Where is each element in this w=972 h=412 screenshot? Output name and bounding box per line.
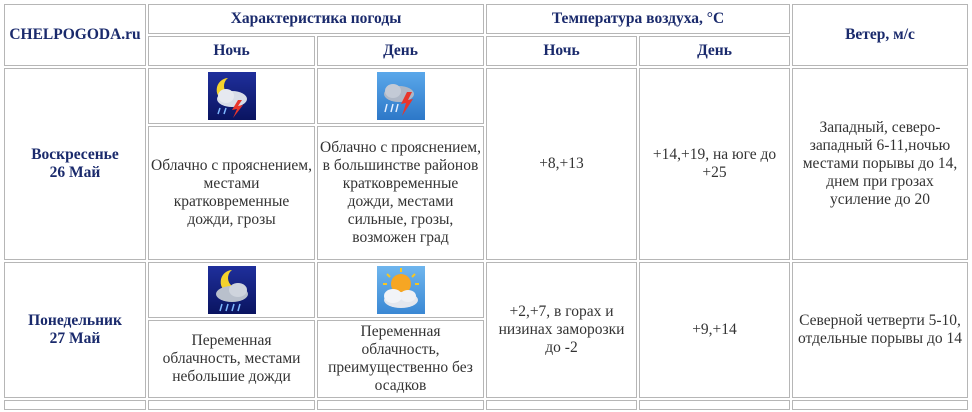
temp-day-value: +9,+14 bbox=[639, 262, 790, 398]
night-description: Переменная облачность, местами небольшие дожди bbox=[148, 320, 315, 398]
weekday: Понедельник bbox=[28, 312, 122, 329]
wind-header: Ветер, м/с bbox=[792, 4, 968, 66]
forecast-table bbox=[2, 2, 970, 412]
next-row-cell bbox=[148, 400, 315, 410]
temp-day-header: День bbox=[639, 36, 790, 66]
day-description: Переменная облачность, преимущественно без осадков bbox=[317, 320, 484, 398]
next-row-cell bbox=[4, 400, 146, 410]
day-label bbox=[4, 68, 146, 260]
night-description: Облачно с прояснением, местами кратковременные дожди, грозы bbox=[148, 126, 315, 260]
wind-value: Западный, северо-западный 6-11,ночью местами порывы до 14, днем при грозах усиление до 20 bbox=[792, 68, 968, 260]
site-title: CHELPOGODA.ru bbox=[4, 4, 146, 66]
next-row-cell bbox=[317, 400, 484, 410]
day-icon-cell bbox=[317, 262, 484, 318]
day-label bbox=[4, 262, 146, 398]
day-header: День bbox=[317, 36, 484, 66]
next-row-cell bbox=[639, 400, 790, 410]
temp-night-value: +2,+7, в горах и низинах заморозки до -2 bbox=[486, 262, 637, 398]
night-cloud-rain-icon bbox=[208, 266, 256, 314]
characteristics-header: Характеристика погоды bbox=[148, 4, 484, 34]
temperature-header: Температура воздуха, °C bbox=[486, 4, 790, 34]
night-header: Ночь bbox=[148, 36, 315, 66]
temp-night-header: Ночь bbox=[486, 36, 637, 66]
next-row-cell bbox=[486, 400, 637, 410]
temp-day-value: +14,+19, на юге до +25 bbox=[639, 68, 790, 260]
night-thunderstorm-icon bbox=[208, 72, 256, 120]
weekday: Воскресенье bbox=[31, 146, 119, 163]
next-row-cell bbox=[792, 400, 968, 410]
night-icon-cell bbox=[148, 262, 315, 318]
wind-value: Северной четверти 5-10, отдельные порывы до 14 bbox=[792, 262, 968, 398]
day-description: Облачно с прояснением, в большинстве районов кратковременные дожди, местами сильные, грозы, возможен град bbox=[317, 126, 484, 260]
date: 26 Май bbox=[49, 164, 101, 181]
cloud-rain-lightning-icon bbox=[377, 72, 425, 120]
date: 27 Май bbox=[49, 330, 101, 347]
day-icon-cell bbox=[317, 68, 484, 124]
night-icon-cell bbox=[148, 68, 315, 124]
temp-night-value: +8,+13 bbox=[486, 68, 637, 260]
sun-cloud-icon bbox=[377, 266, 425, 314]
